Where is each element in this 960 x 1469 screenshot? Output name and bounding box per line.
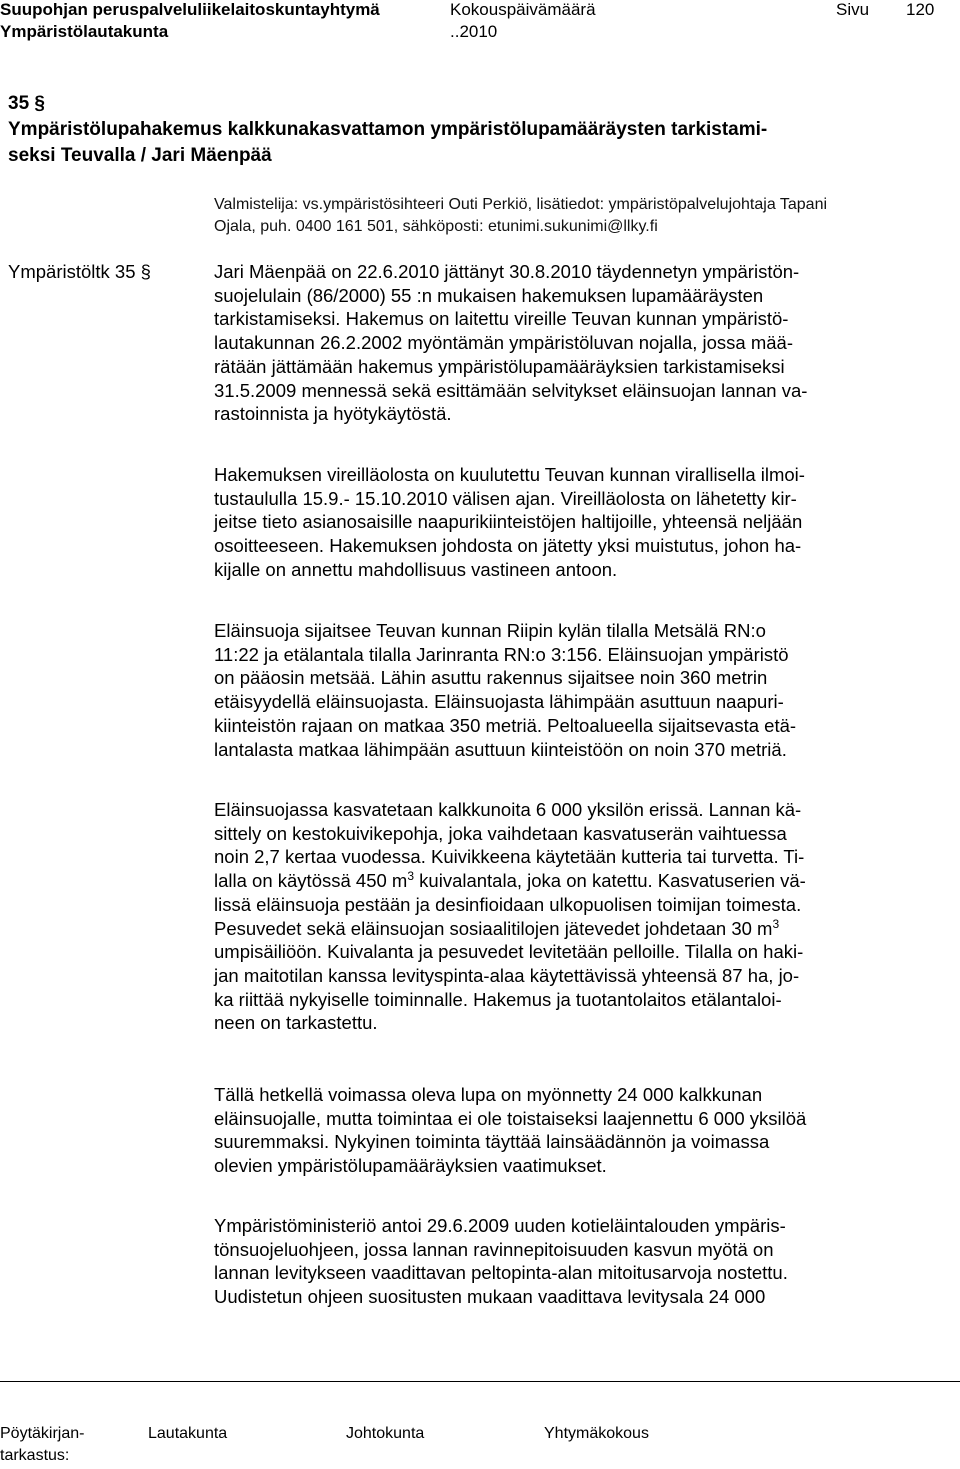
paragraph-application: Jari Mäenpää on 22.6.2010 jättänyt 30.8.2010 täydennetyn ympäristön- suojelulain (86/2000) 55 :n mukaisen hakemuksen lupamääräysten tarkistamiseksi. Hakemus on laitettu vireille Teuvan kunnan ympäristö- lautakunnan 26.2.2002 myöntämän ympäristöluvan nojalla, jossa mää- rätään jättämään hakemus ympäristölupamääräyksien tarkistamiseksi 31.5.2009 mennessä sekä esittämään selvitykset eläinsuojan lannan va- rastoinnista ja hyötykäytöstä. [214,261,808,425]
footer-minutes-check-line2: tarkastus: [0,1447,70,1464]
paragraph-ministry: Ympäristöministeriö antoi 29.6.2009 uuden kotieläintalouden ympäris- tönsuojeluohjeen, jossa lannan ravinnepitoisuuden kasvun myötä on lannan levitykseen vaadittavan peltopinta-alan mitoitusarvoja nostettu. Uudistetun ohjeen suositusten mukaan vaadittava levitysala 24 000 [214,1215,788,1308]
footer-executive-committee: Johtokunta [346,1425,425,1442]
section-number: 35 § [8,93,45,114]
page-label: Sivu [836,0,870,19]
footer-board: Lautakunta [148,1425,228,1442]
side-reference: Ympäristöltk 35 § [8,261,151,282]
footer-federation-meeting: Yhtymäkokous [544,1425,649,1442]
header-date: ..2010 [450,22,498,41]
header-org: Suupohjan peruspalveluliikelaitoskuntayhtymä [0,0,380,19]
section-title-line2: seksi Teuvalla / Jari Mäenpää [8,145,272,166]
footer-minutes-check-line1: Pöytäkirjan- [0,1425,85,1442]
header-board: Ympäristölautakunta [0,22,169,41]
section-title-line1: Ympäristölupahakemus kalkkunakasvattamon ympäristölupamääräysten tarkistami- [8,119,768,140]
page-number: 120 [906,0,935,19]
paragraph-announcement: Hakemuksen vireilläolosta on kuulutettu Teuvan kunnan virallisella ilmoi- tustaululla 15.9.- 15.10.2010 välisen ajan. Vireilläolosta on lähetetty kir- jeitse tieto asianosaisille naapurikiinteistöjen haltijoille, yhteensä neljään osoitteeseen. Hakemuksen johdosta on jätetty yksi muistutus, johon ha- kijalle on annettu mahdollisuus vastineen antoon. [214,464,805,580]
paragraph-location: Eläinsuoja sijaitsee Teuvan kunnan Riipin kylän tilalla Metsälä RN:o 11:22 ja etälantala tilalla Jarinranta RN:o 3:156. Eläinsuojan ympäristö on pääosin metsää. Lähin asuttu rakennus sijaitsee noin 360 metrin etäisyydellä eläinsuojasta. Eläinsuojasta lähimpään asuttuun naapuri- kiinteistön rajaan on matkaa 350 metriä. Peltoalueella sijaitsevasta etä- lantalasta matkaa lähimpään asuttuun kiinteistöön on noin 370 metriä. [214,620,797,760]
paragraph-operations: Eläinsuojassa kasvatetaan kalkkunoita 6 000 yksilön erissä. Lannan kä- sittely on kestokuivikepohja, joka vaihdetaan kasvatuserän vaihtuessa noin 2,7 kertaa vuodessa. Kuivikkeena käytetään kutteria tai turvetta. Ti- lalla on käytössä 450 $m^3$ kuivalantala, joka on katettu. Kasvatuserien vä- lissä eläinsuoja pestään ja desinfioidaan ulkopuolisen toimijan toimesta. Pesuvedet sekä eläinsuojan sosiaalitilojen jätevedet johdetaan 30 $m^3$ umpisäiliöön. Kuivalanta ja pesuvedet levitetään pelloille. Tilalla on haki- jan maitotilan kanssa levityspinta-alaa käytettävissä yhteensä 87 ha, jo- ka riittää nykyiselle toiminnalle. Hakemus ja tuotantolaitos etälantaloi- neen on tarkastettu. [214,799,806,1034]
footer-divider [0,1381,960,1382]
preparer-line1: Valmistelija: vs.ympäristösihteeri Outi Perkiö, lisätiedot: ympäristöpalvelujohtaja Tapani [214,196,828,213]
paragraph-current-permit: Tällä hetkellä voimassa oleva lupa on myönnetty 24 000 kalkkunan eläinsuojalle, mutta toimintaa ei ole toistaiseksi laajennettu 6 000 yksilöä suuremmaksi. Nykyinen toiminta täyttää lainsäädännön ja voimassa olevien ympäristölupamääräyksien vaatimukset. [214,1084,807,1177]
preparer-line2: Ojala, puh. 0400 161 501, sähköposti: etunimi.sukunimi@llky.fi [214,218,658,235]
meeting-date-label: Kokouspäivämäärä [450,0,596,19]
